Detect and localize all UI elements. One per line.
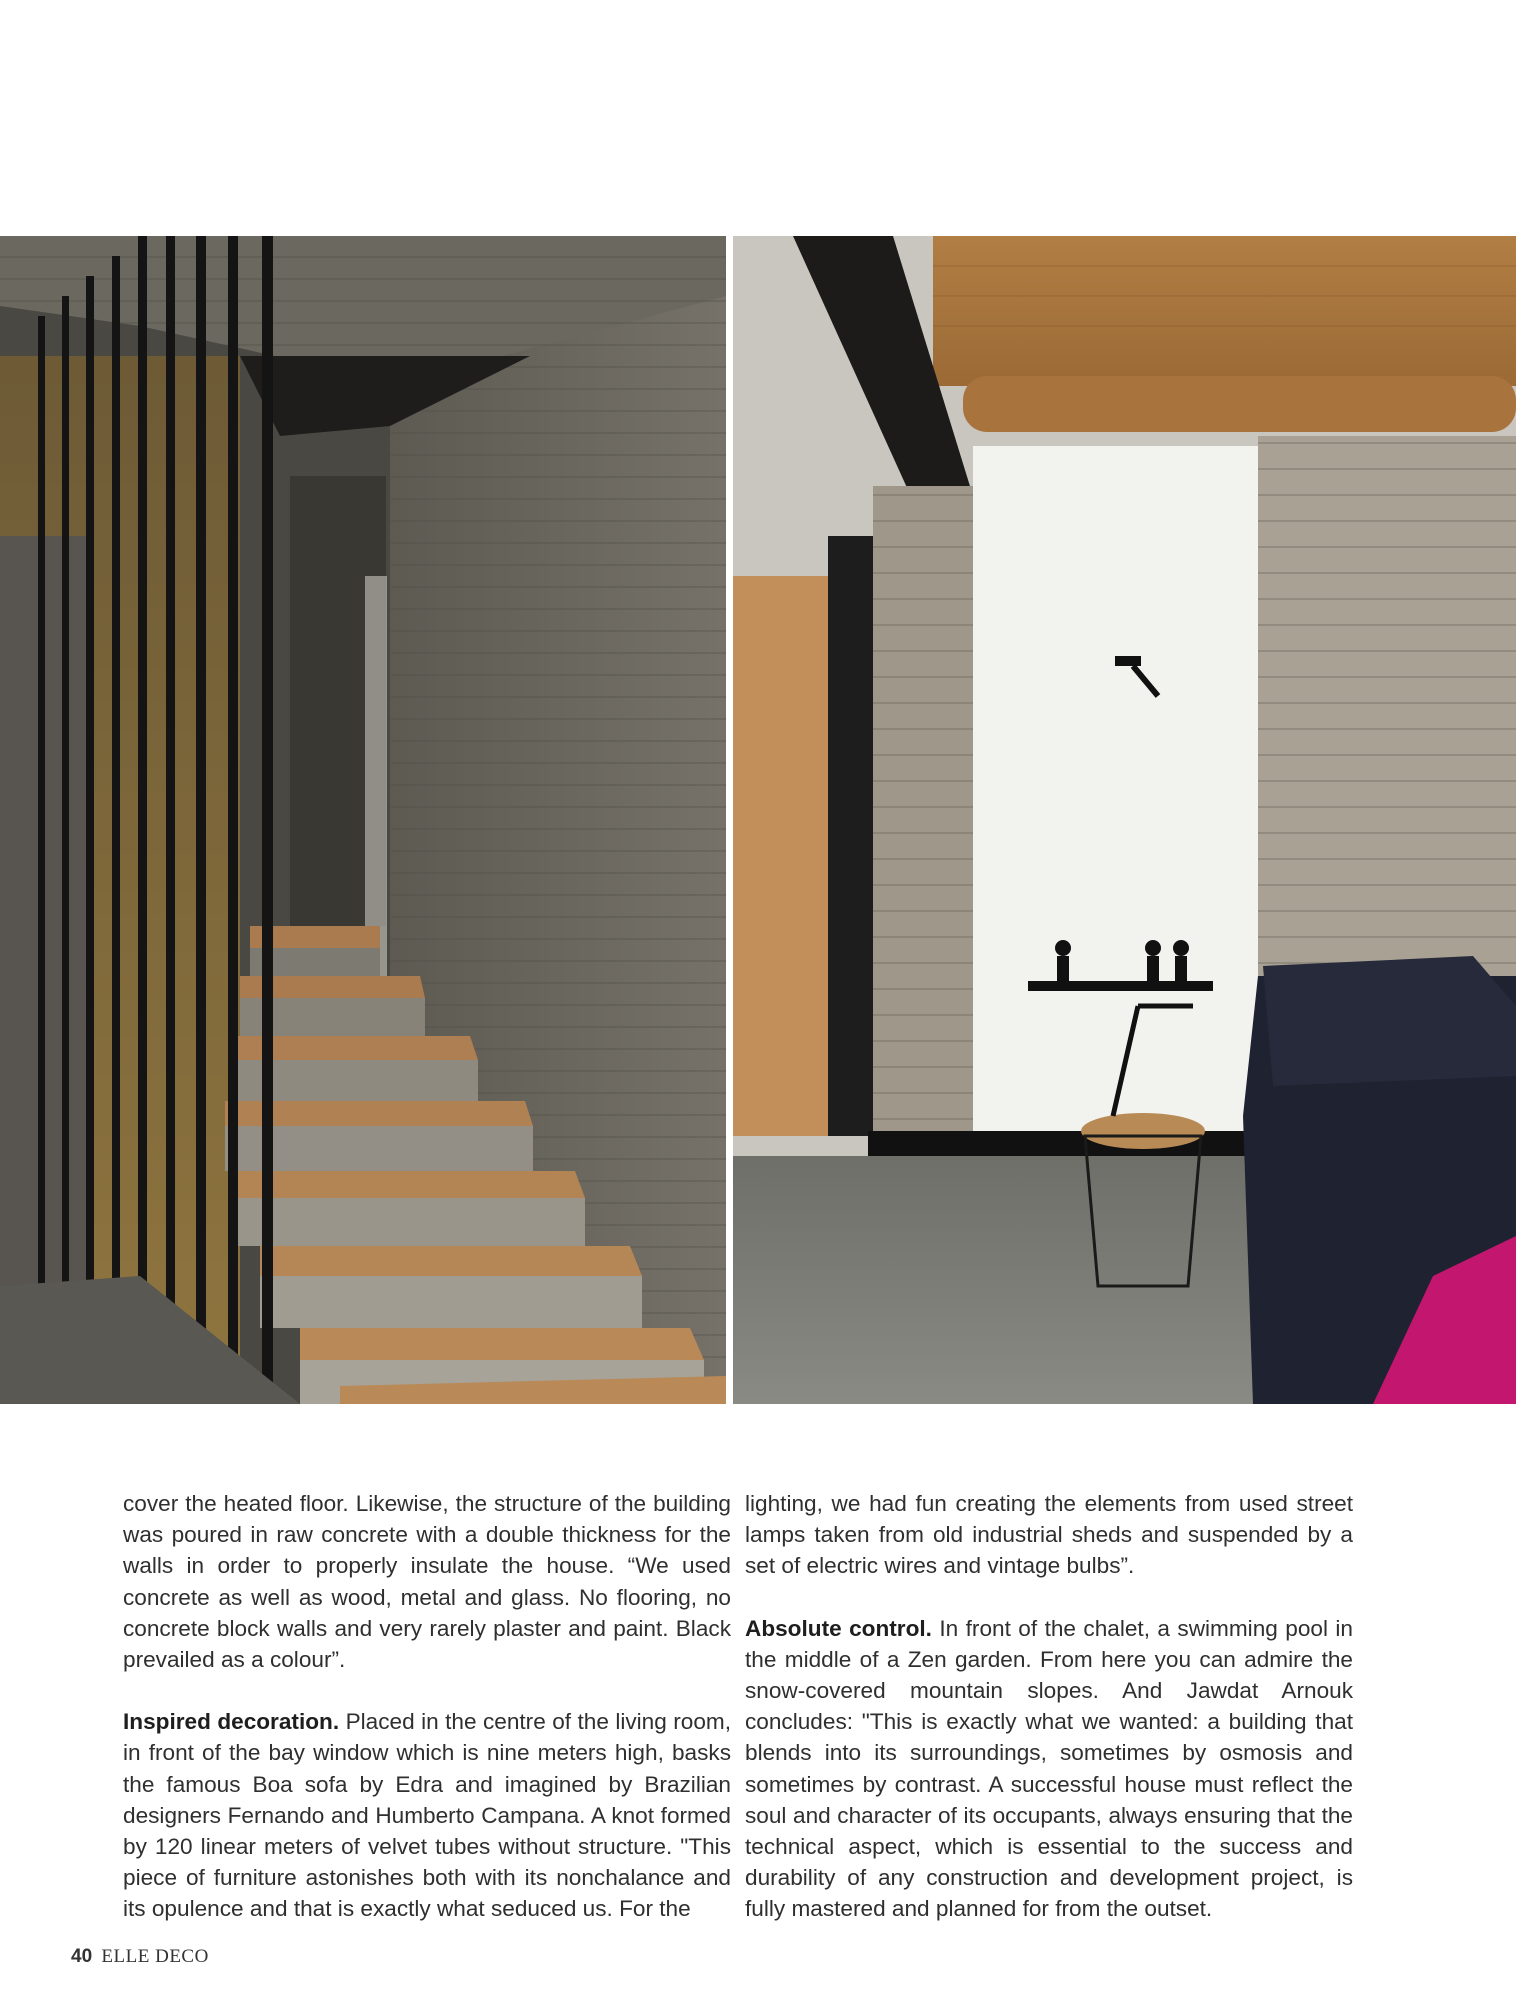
article-paragraph bbox=[745, 1613, 1353, 1925]
paragraph-heading: Absolute control. bbox=[745, 1615, 932, 1641]
bedroom-photo bbox=[733, 236, 1516, 1404]
paragraph-body: Placed in the centre of the living room, in front of the bay window which is nine meters high, basks the famous Boa sofa by Edra and imagined by Brazilian designers Fernando and Humberto Campana. A knot formed by 120 linear meters of velvet tubes without structure. "This piece of furniture astonishes both with its nonchalance and its opulence and that is exactly what seduced us. For the bbox=[123, 1709, 732, 1922]
paragraph-heading: Inspired decoration. bbox=[123, 1709, 340, 1735]
article-paragraph bbox=[123, 1706, 731, 1924]
paragraph-body: In front of the chalet, a swimming pool in the middle of a Zen garden. From here you can admire the snow-covered mountain slopes. And Jawdat Arnouk concludes: "This is exactly what we wanted: a building that blends into its surroundings, sometimes by osmosis and sometimes by contrast. A successful house must reflect the soul and character of its occupants, always ensuring that the technical aspect, which is essential to the success and durability of any construction and development project, is fully mastered and planned for from the outset. bbox=[745, 1615, 1353, 1922]
page-number: 40 bbox=[71, 1946, 93, 1967]
page-footer bbox=[71, 1946, 209, 1968]
article-column-right bbox=[745, 1488, 1353, 1925]
magazine-name: ELLE DECO bbox=[101, 1946, 209, 1967]
article-paragraph: cover the heated floor. Likewise, the structure of the building was poured in raw concrete with a double thickness for the walls in order to properly insulate the house. “We used concrete as well as wood, metal and glass. No flooring, no concrete block walls and very rarely plaster and paint. Black prevailed as a colour”. bbox=[123, 1491, 731, 1673]
staircase-photo bbox=[0, 236, 726, 1404]
article-column-left bbox=[123, 1488, 731, 1925]
article-paragraph: lighting, we had fun creating the elements from used street lamps taken from old industrial sheds and suspended by a set of electric wires and vintage bulbs”. bbox=[745, 1491, 1353, 1579]
